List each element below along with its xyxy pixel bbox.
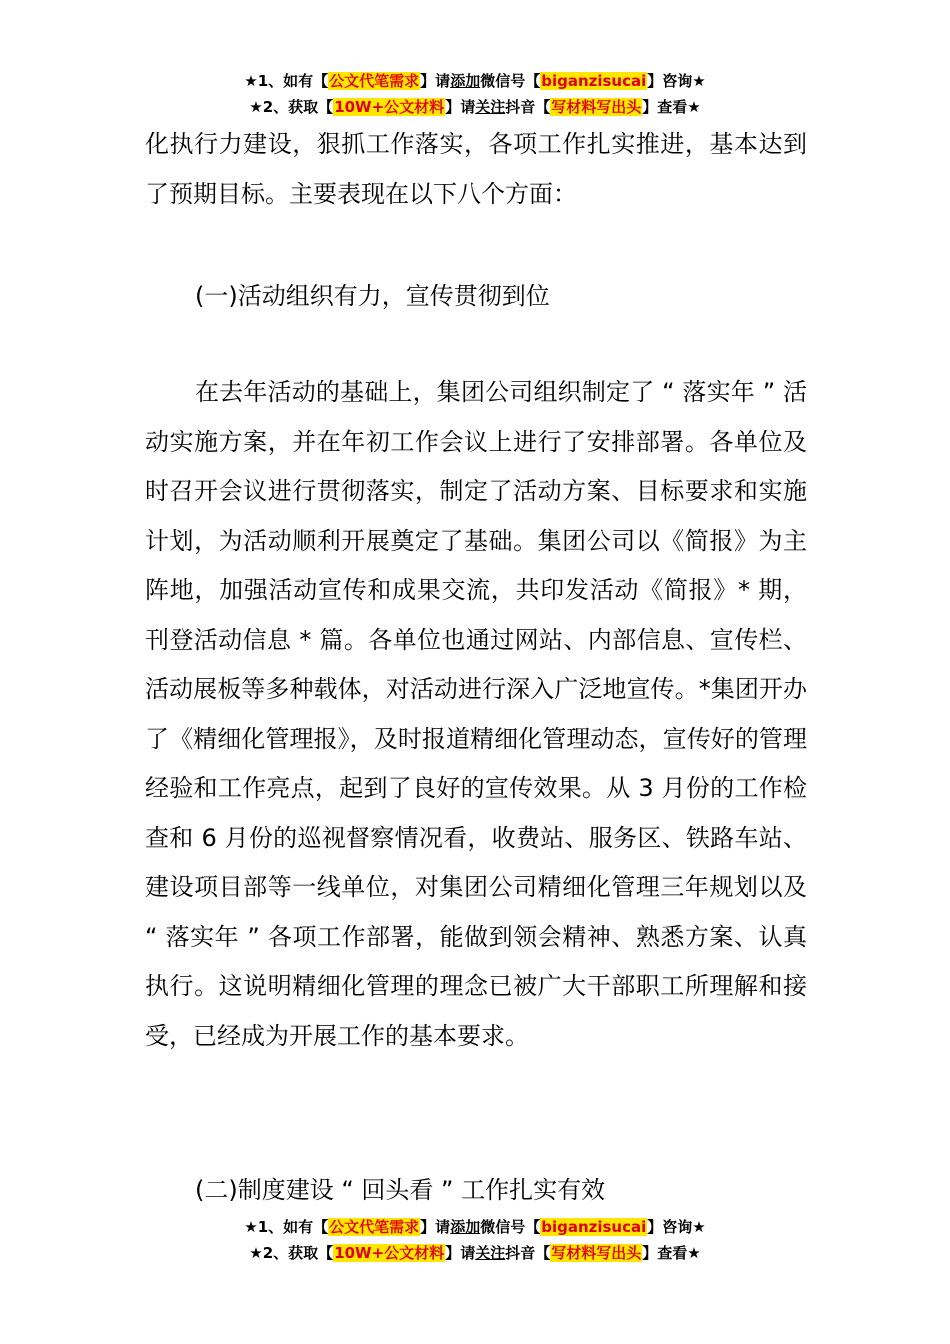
section-heading-1: (一)活动组织有力，宣传贯彻到位 [195,282,550,310]
banner-text: 抖音【 [505,1244,551,1262]
banner-underline: 关注 [475,1244,506,1262]
banner-underline: 添加 [450,72,481,90]
paragraph-intro: 化执行力建设，狠抓工作落实，各项工作扎实推进，基本达到了预期目标。主要表现在以下八个方面： [145,130,807,208]
banner-highlight: 公文代笔需求 [329,72,420,90]
banner-line-2 [0,94,950,120]
banner-text: 】咨询★ [647,1218,706,1236]
banner-highlight: 10W+公文材料 [334,98,445,116]
banner-highlight: 写材料写出头 [551,98,642,116]
footer-banner [0,1214,950,1266]
banner-text: 微信号【 [480,1218,541,1236]
banner-highlight: biganzisucai [541,72,647,90]
banner-text: 微信号【 [480,72,541,90]
banner-text: 】请 [420,1218,451,1236]
banner-text: 】请 [420,72,451,90]
banner-underline: 关注 [475,98,506,116]
banner-line-1 [0,68,950,94]
banner-text: ★2、获取【 [249,1244,334,1262]
banner-text: 】咨询★ [647,72,706,90]
banner-line-2 [0,1240,950,1266]
paragraph-1: 在去年活动的基础上，集团公司组织制定了 “ 落实年 ” 活动实施方案，并在年初工作会议上进行了安排部署。各单位及时召开会议进行贯彻落实，制定了活动方案、目标要求和实施计划，为活动顺利开展奠定了基础。集团公司以《简报》为主阵地，加强活动宣传和成果交流，共印发活动《简报》* 期，刊登活动信息 * 篇。各单位也通过网站、内部信息、宣传栏、活动展板等多种载体，对活动进行深入广泛地宣传。*集团开办了《精细化管理报》，及时报道精细化管理动态，宣传好的管理经验和工作亮点，起到了良好的宣传效果。从 3 月份的工作检查和 6 月份的巡视督察情况看，收费站、服务区、铁路车站、建设项目部等一线单位，对集团公司精细化管理三年规划以及 “ 落实年 ” 各项工作部署，能做到领会精神、熟悉方案、认真执行。这说明精细化管理的理念已被广大干部职工所理解和接受，已经成为开展工作的基本要求。 [145,378,807,1050]
banner-highlight: 10W+公文材料 [334,1244,445,1262]
banner-text: 】请 [445,98,476,116]
banner-text: 抖音【 [505,98,551,116]
banner-highlight: 公文代笔需求 [329,1218,420,1236]
banner-text: ★1、如有【 [244,1218,329,1236]
banner-text: 】查看★ [642,98,701,116]
banner-line-1 [0,1214,950,1240]
banner-text: ★2、获取【 [249,98,334,116]
banner-highlight: 写材料写出头 [551,1244,642,1262]
banner-highlight: biganzisucai [541,1218,647,1236]
banner-text: 】请 [445,1244,476,1262]
banner-text: ★1、如有【 [244,72,329,90]
banner-text: 】查看★ [642,1244,701,1262]
header-banner [0,68,950,120]
banner-underline: 添加 [450,1218,481,1236]
section-heading-2: (二)制度建设 “ 回头看 ” 工作扎实有效 [195,1176,606,1204]
